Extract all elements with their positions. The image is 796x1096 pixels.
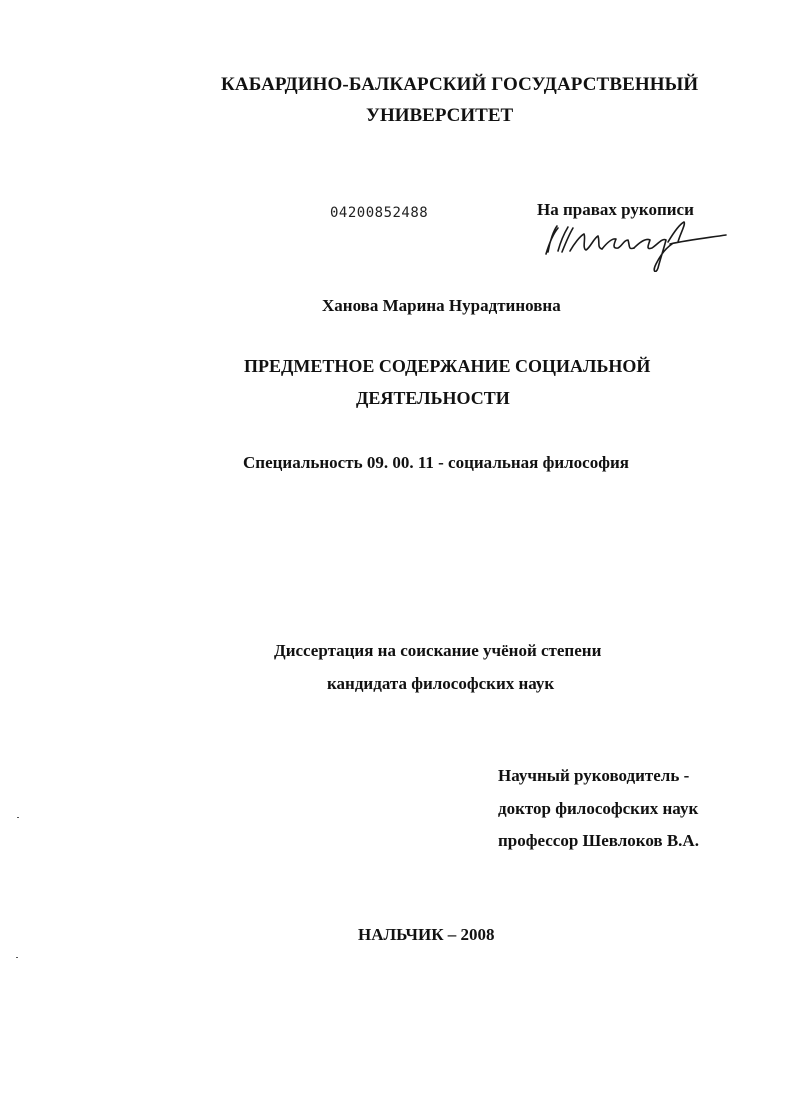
signature-stroke-3: [570, 234, 602, 251]
signature-stroke-5: [634, 239, 672, 271]
scan-speck: [17, 817, 19, 818]
supervisor-degree: доктор философских наук: [498, 799, 699, 818]
university-name-line1: КАБАРДИНО-БАЛКАРСКИЙ ГОСУДАРСТВЕННЫЙ: [221, 74, 699, 95]
catalog-number: 04200852488: [330, 205, 429, 221]
thesis-title-line1: ПРЕДМЕТНОЕ СОДЕРЖАНИЕ СОЦИАЛЬНОЙ: [244, 356, 651, 376]
degree-line1: Диссертация на соискание учёной степени: [274, 641, 602, 660]
author-name: Ханова Марина Нурадтиновна: [322, 296, 561, 315]
thesis-title-line2: ДЕЯТЕЛЬНОСТИ: [356, 388, 510, 408]
signature-stroke-6: [668, 222, 726, 244]
handwritten-signature: [540, 218, 730, 272]
city-year: НАЛЬЧИК – 2008: [358, 925, 495, 944]
signature-stroke-4: [602, 239, 634, 249]
scan-speck: [16, 957, 18, 958]
supervisor-name: профессор Шевлоков В.А.: [498, 831, 699, 850]
signature-stroke-1: [546, 226, 558, 254]
university-name-line2: УНИВЕРСИТЕТ: [366, 105, 514, 126]
supervisor-label: Научный руководитель -: [498, 766, 690, 785]
specialty-line: Специальность 09. 00. 11 - социальная философия: [243, 453, 629, 472]
degree-line2: кандидата философских наук: [327, 674, 555, 693]
rights-note: На правах рукописи: [537, 200, 694, 219]
